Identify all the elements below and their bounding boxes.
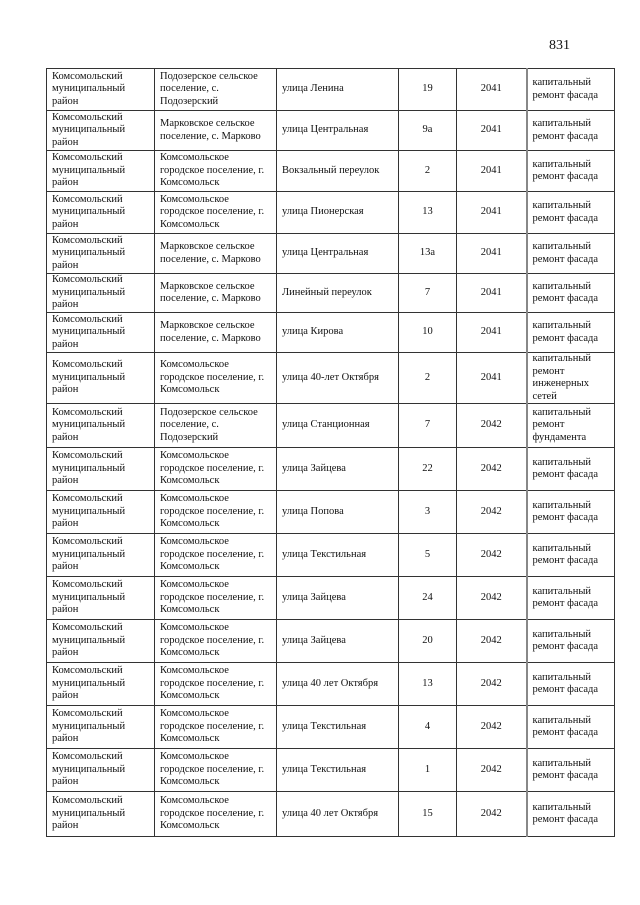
settlement-cell: Комсомольское городское поселение, г. Комсомольск [155, 749, 277, 792]
house-number-cell: 20 [399, 620, 457, 663]
district-cell: Комсомольский муниципальный район [47, 620, 155, 663]
year-cell: 2042 [457, 534, 527, 577]
district-cell: Комсомольский муниципальный район [47, 404, 155, 448]
house-number-cell: 5 [399, 534, 457, 577]
district-cell: Комсомольский муниципальный район [47, 111, 155, 151]
district-cell: Комсомольский муниципальный район [47, 313, 155, 353]
work-type-cell: капитальный ремонт фасада [527, 448, 615, 491]
year-cell: 2041 [457, 69, 527, 111]
district-cell: Комсомольский муниципальный район [47, 491, 155, 534]
table-row [47, 534, 615, 577]
work-type-cell: капитальный ремонт фасада [527, 792, 615, 837]
house-number-cell: 24 [399, 577, 457, 620]
page-number: 831 [549, 38, 570, 53]
street-cell: улица Пионерская [277, 192, 399, 234]
street-cell: улица 40-лет Октября [277, 353, 399, 404]
settlement-cell: Комсомольское городское поселение, г. Комсомольск [155, 448, 277, 491]
street-cell: улица Кирова [277, 313, 399, 353]
house-number-cell: 4 [399, 706, 457, 749]
district-cell: Комсомольский муниципальный район [47, 274, 155, 313]
table-row [47, 192, 615, 234]
table-row [47, 749, 615, 792]
work-type-cell: капитальный ремонт фасада [527, 577, 615, 620]
house-number-cell: 2 [399, 353, 457, 404]
house-number-cell: 2 [399, 151, 457, 192]
table-row [47, 234, 615, 274]
work-type-cell: капитальный ремонт фундамента [527, 404, 615, 448]
house-number-cell: 19 [399, 69, 457, 111]
work-type-cell: капитальный ремонт инженерных сетей [527, 353, 615, 404]
street-cell: улица Ленина [277, 69, 399, 111]
street-cell: улица 40 лет Октября [277, 663, 399, 706]
house-number-cell: 1 [399, 749, 457, 792]
district-cell: Комсомольский муниципальный район [47, 151, 155, 192]
year-cell: 2042 [457, 749, 527, 792]
work-type-cell: капитальный ремонт фасада [527, 111, 615, 151]
work-type-cell: капитальный ремонт фасада [527, 313, 615, 353]
table-row [47, 353, 615, 404]
settlement-cell: Комсомольское городское поселение, г. Комсомольск [155, 491, 277, 534]
street-cell: Линейный переулок [277, 274, 399, 313]
street-cell: Вокзальный переулок [277, 151, 399, 192]
year-cell: 2042 [457, 491, 527, 534]
district-cell: Комсомольский муниципальный район [47, 448, 155, 491]
table-row [47, 404, 615, 448]
house-number-cell: 9а [399, 111, 457, 151]
table-row [47, 577, 615, 620]
district-cell: Комсомольский муниципальный район [47, 706, 155, 749]
district-cell: Комсомольский муниципальный район [47, 577, 155, 620]
table-row [47, 792, 615, 837]
street-cell: улица 40 лет Октября [277, 792, 399, 837]
work-type-cell: капитальный ремонт фасада [527, 749, 615, 792]
street-cell: улица Центральная [277, 111, 399, 151]
table-row [47, 663, 615, 706]
work-type-cell: капитальный ремонт фасада [527, 706, 615, 749]
year-cell: 2042 [457, 448, 527, 491]
work-type-cell: капитальный ремонт фасада [527, 69, 615, 111]
street-cell: улица Текстильная [277, 749, 399, 792]
street-cell: улица Зайцева [277, 577, 399, 620]
table-row [47, 313, 615, 353]
work-type-cell: капитальный ремонт фасада [527, 620, 615, 663]
repair-schedule-table [46, 68, 615, 837]
year-cell: 2042 [457, 404, 527, 448]
district-cell: Комсомольский муниципальный район [47, 353, 155, 404]
district-cell: Комсомольский муниципальный район [47, 792, 155, 837]
year-cell: 2042 [457, 620, 527, 663]
work-type-cell: капитальный ремонт фасада [527, 192, 615, 234]
table-row [47, 274, 615, 313]
street-cell: улица Центральная [277, 234, 399, 274]
work-type-cell: капитальный ремонт фасада [527, 274, 615, 313]
table-row [47, 111, 615, 151]
house-number-cell: 3 [399, 491, 457, 534]
district-cell: Комсомольский муниципальный район [47, 69, 155, 111]
settlement-cell: Комсомольское городское поселение, г. Комсомольск [155, 663, 277, 706]
settlement-cell: Комсомольское городское поселение, г. Комсомольск [155, 534, 277, 577]
work-type-cell: капитальный ремонт фасада [527, 151, 615, 192]
settlement-cell: Комсомольское городское поселение, г. Комсомольск [155, 151, 277, 192]
settlement-cell: Комсомольское городское поселение, г. Комсомольск [155, 577, 277, 620]
year-cell: 2042 [457, 663, 527, 706]
house-number-cell: 10 [399, 313, 457, 353]
work-type-cell: капитальный ремонт фасада [527, 663, 615, 706]
house-number-cell: 13а [399, 234, 457, 274]
district-cell: Комсомольский муниципальный район [47, 234, 155, 274]
district-cell: Комсомольский муниципальный район [47, 534, 155, 577]
settlement-cell: Марковское сельское поселение, с. Марково [155, 274, 277, 313]
district-cell: Комсомольский муниципальный район [47, 663, 155, 706]
table-row [47, 151, 615, 192]
settlement-cell: Комсомольское городское поселение, г. Комсомольск [155, 192, 277, 234]
street-cell: улица Попова [277, 491, 399, 534]
house-number-cell: 13 [399, 192, 457, 234]
settlement-cell: Подозерское сельское поселение, с. Подозерский [155, 69, 277, 111]
settlement-cell: Комсомольское городское поселение, г. Комсомольск [155, 792, 277, 837]
house-number-cell: 22 [399, 448, 457, 491]
settlement-cell: Подозерское сельское поселение, с. Подозерский [155, 404, 277, 448]
table-row [47, 69, 615, 111]
year-cell: 2041 [457, 353, 527, 404]
year-cell: 2041 [457, 151, 527, 192]
house-number-cell: 7 [399, 274, 457, 313]
district-cell: Комсомольский муниципальный район [47, 192, 155, 234]
year-cell: 2041 [457, 111, 527, 151]
year-cell: 2042 [457, 706, 527, 749]
settlement-cell: Комсомольское городское поселение, г. Комсомольск [155, 353, 277, 404]
settlement-cell: Марковское сельское поселение, с. Марково [155, 234, 277, 274]
year-cell: 2042 [457, 792, 527, 837]
settlement-cell: Комсомольское городское поселение, г. Комсомольск [155, 706, 277, 749]
street-cell: улица Текстильная [277, 706, 399, 749]
house-number-cell: 15 [399, 792, 457, 837]
year-cell: 2042 [457, 577, 527, 620]
house-number-cell: 13 [399, 663, 457, 706]
settlement-cell: Марковское сельское поселение, с. Марково [155, 111, 277, 151]
table-row [47, 706, 615, 749]
settlement-cell: Марковское сельское поселение, с. Марково [155, 313, 277, 353]
table-row [47, 620, 615, 663]
year-cell: 2041 [457, 274, 527, 313]
year-cell: 2041 [457, 234, 527, 274]
street-cell: улица Станционная [277, 404, 399, 448]
work-type-cell: капитальный ремонт фасада [527, 491, 615, 534]
house-number-cell: 7 [399, 404, 457, 448]
work-type-cell: капитальный ремонт фасада [527, 234, 615, 274]
year-cell: 2041 [457, 313, 527, 353]
table-row [47, 491, 615, 534]
street-cell: улица Текстильная [277, 534, 399, 577]
table-row [47, 448, 615, 491]
work-type-cell: капитальный ремонт фасада [527, 534, 615, 577]
year-cell: 2041 [457, 192, 527, 234]
street-cell: улица Зайцева [277, 448, 399, 491]
street-cell: улица Зайцева [277, 620, 399, 663]
district-cell: Комсомольский муниципальный район [47, 749, 155, 792]
settlement-cell: Комсомольское городское поселение, г. Комсомольск [155, 620, 277, 663]
